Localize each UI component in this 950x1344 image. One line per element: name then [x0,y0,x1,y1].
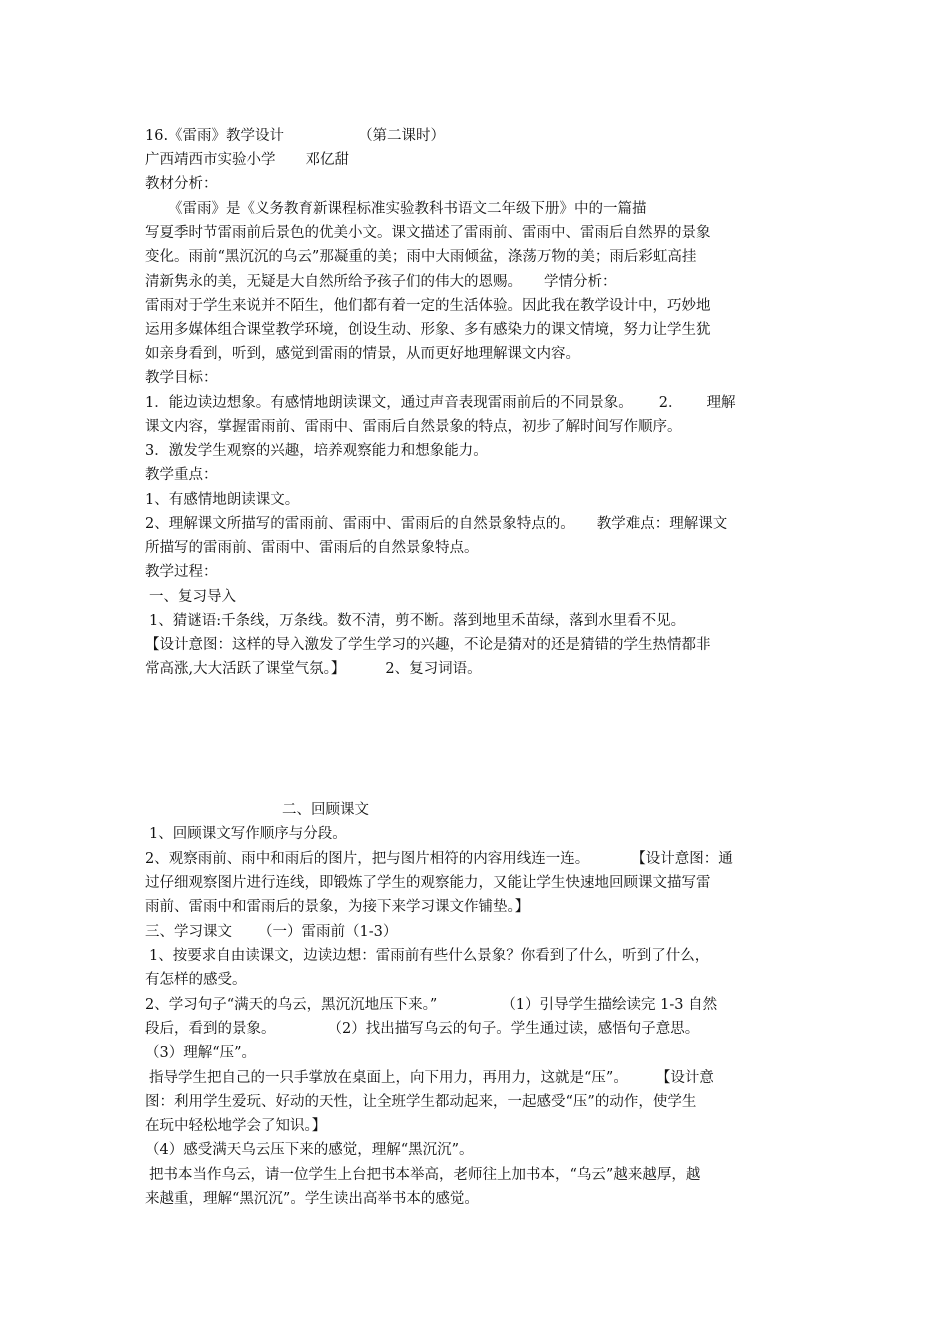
paragraph-line: 运用多媒体组合课堂教学环境，创设生动、形象、多有感染力的课文情境，努力让学生犹 [145,322,711,338]
paragraph-line: 1、猜谜语:千条线，万条线。数不清，剪不断。落到地里禾苗绿，落到水里看不见。 [149,613,686,629]
section-review-text: 二、回顾课文 [282,802,369,818]
paragraph-line: 2、学习句子“满天的乌云，黑沉沉地压下来。” （1）引导学生描绘读完 1-3 自然 [145,997,718,1013]
subsection-before-storm: （一）雷雨前（1-3） [258,924,398,940]
design-intent-line: 【设计意图：这样的导入激发了学生学习的兴趣，不论是猜对的还是猜错的学生热情都非 [145,637,711,653]
doc-title: 16.《雷雨》教学设计 [145,128,285,144]
heading-teaching-goals: 教学目标： [145,370,218,386]
doc-title-line [145,124,810,148]
paragraph-line: 1、按要求自由读课文，边读边想：雷雨前有些什么景象？你看到了什么，听到了什么， [149,948,710,964]
paragraph-line: 变化。雨前“黑沉沉的乌云”那凝重的美；雨中大雨倾盆，涤荡万物的美；雨后彩虹高挂 [145,249,697,265]
heading-teaching-process: 教学过程： [145,564,218,580]
paragraph-line: 所描写的雷雨前、雷雨中、雷雨后的自然景象特点。 [145,540,479,556]
paragraph-line: 1、有感情地朗读课文。 [145,492,300,508]
lesson-label: （第二课时） [358,128,446,144]
paragraph-line: 段后，看到的景象。 （2）找出描写乌云的句子。学生通过读，感悟句子意思。 [145,1021,700,1037]
paragraph-line: 《雷雨》是《义务教育新课程标准实验教科书语文二年级下册》中的一篇描 [168,201,647,217]
paragraph-line: （3）理解“压”。 [145,1045,257,1061]
design-intent-line: 过仔细观察图片进行连线，即锻炼了学生的观察能力，又能让学生快速地回顾课文描写雷 [145,875,711,891]
paragraph-line: 3．激发学生观察的兴趣，培养观察能力和想象能力。 [145,443,488,459]
heading-key-points: 教学重点： [145,467,218,483]
author-line [145,148,810,172]
design-intent-line: 图：利用学生爱玩、好动的天性，让全班学生都动起来，一起感受“压”的动作，使学生 [145,1094,697,1110]
design-intent-line: 雨前、雷雨中和雷雨后的景象，为接下来学习课文作铺垫。】 [145,899,530,915]
school-name: 广西靖西市实验小学 [145,152,276,168]
paragraph-line: 清新隽永的美，无疑是大自然所给予孩子们的伟大的恩赐。 学情分析： [145,274,617,290]
paragraph-line: （4）感受满天乌云压下来的感觉，理解“黑沉沉”。 [145,1142,474,1158]
section-review-intro: 一、复习导入 [149,589,236,605]
paragraph-line: 指导学生把自己的一只手掌放在桌面上，向下用力，再用力，这就是“压”。 【设计意 [149,1070,714,1086]
paragraph-line: 1．能边读边想象。有感情地朗读课文，通过声音表现雷雨前后的不同景象。 2． 理解 [145,395,736,411]
section-learn-text: 三、学习课文 （一）雷雨前（1-3） [145,924,398,940]
design-intent-line: 常高涨,大大活跃了课堂气氛。】 2、复习词语。 [145,661,482,677]
heading-student-analysis: 学情分析： [544,274,617,290]
paragraph-line: 2、观察雨前、雨中和雨后的图片，把与图片相符的内容用线连一连。 【设计意图：通 [145,851,733,867]
paragraph-line: 2、理解课文所描写的雷雨前、雷雨中、雷雨后的自然景象特点的。 教学难点：理解课文 [145,516,728,532]
heading-material-analysis: 教材分析： [145,176,218,192]
paragraph-line: 来越重，理解“黑沉沉”。学生读出高举书本的感觉。 [145,1191,479,1207]
paragraph-line: 写夏季时节雷雨前后景色的优美小文。课文描述了雷雨前、雷雨中、雷雨后自然界的景象 [145,225,711,241]
paragraph-line: 把书本当作乌云，请一位学生上台把书本举高，老师往上加书本，“乌云”越来越厚，越 [149,1167,701,1183]
paragraph-line: 1、回顾课文写作顺序与分段。 [149,826,347,842]
design-intent-line: 在玩中轻松地学会了知识。】 [145,1118,327,1134]
paragraph-line: 课文内容，掌握雷雨前、雷雨中、雷雨后自然景象的特点，初步了解时间写作顺序。 [145,419,682,435]
paragraph-line: 如亲身看到，听到，感觉到雷雨的情景，从而更好地理解课文内容。 [145,346,580,362]
paragraph-line: 雷雨对于学生来说并不陌生，他们都有着一定的生活体验。因此我在教学设计中，巧妙地 [145,298,711,314]
paragraph-line: 有怎样的感受。 [145,972,247,988]
author-name: 邓亿甜 [305,152,349,168]
heading-difficulties: 教学难点：理解课文 [596,516,728,532]
